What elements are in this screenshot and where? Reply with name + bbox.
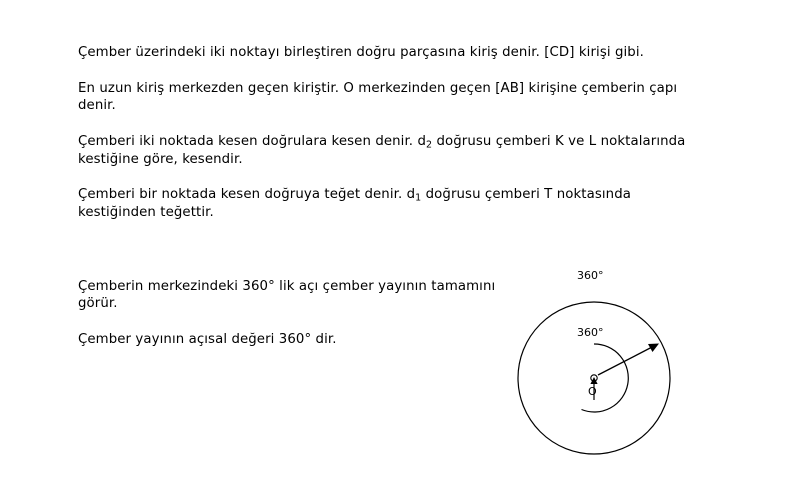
circle-diagram — [493, 268, 733, 468]
paragraph-tangent-definition — [78, 186, 688, 221]
inner-angle-label: 360° — [577, 326, 604, 339]
tangent-subscript: 1 — [415, 192, 422, 204]
secant-text-before: Çemberi iki noktada kesen doğrulara kesen denir. d — [78, 134, 426, 150]
secant-text-after: doğrusu çemberi K ve L noktalarında kestiğine göre, kesendir. — [78, 134, 686, 167]
tangent-text-after: doğrusu çemberi T noktasında kestiğinden teğettir. — [78, 187, 631, 221]
center-label: O — [588, 385, 597, 398]
secant-subscript: 2 — [426, 139, 433, 151]
radius-arrow-line — [598, 345, 656, 375]
paragraph-chord-definition: Çember üzerindeki iki noktayı birleştiren doğru parçasına kiriş denir. [CD] kirişi gibi. — [78, 45, 644, 60]
paragraph-central-angle: Çemberin merkezindeki 360° lik açı çember yayının tamamını görür. — [78, 278, 496, 312]
tangent-text-before: Çemberi bir noktada kesen doğruya teğet denir. d — [78, 187, 416, 203]
inner-arc — [582, 344, 629, 412]
outer-angle-label: 360° — [577, 269, 604, 282]
paragraph-diameter-definition: En uzun kiriş merkezden geçen kiriştir. O merkezinden geçen [AB] kirişine çemberin çapı denir. — [78, 80, 678, 114]
paragraph-arc-value: Çember yayının açısal değeri 360° dir. — [78, 332, 337, 348]
paragraph-secant-definition — [78, 133, 688, 168]
